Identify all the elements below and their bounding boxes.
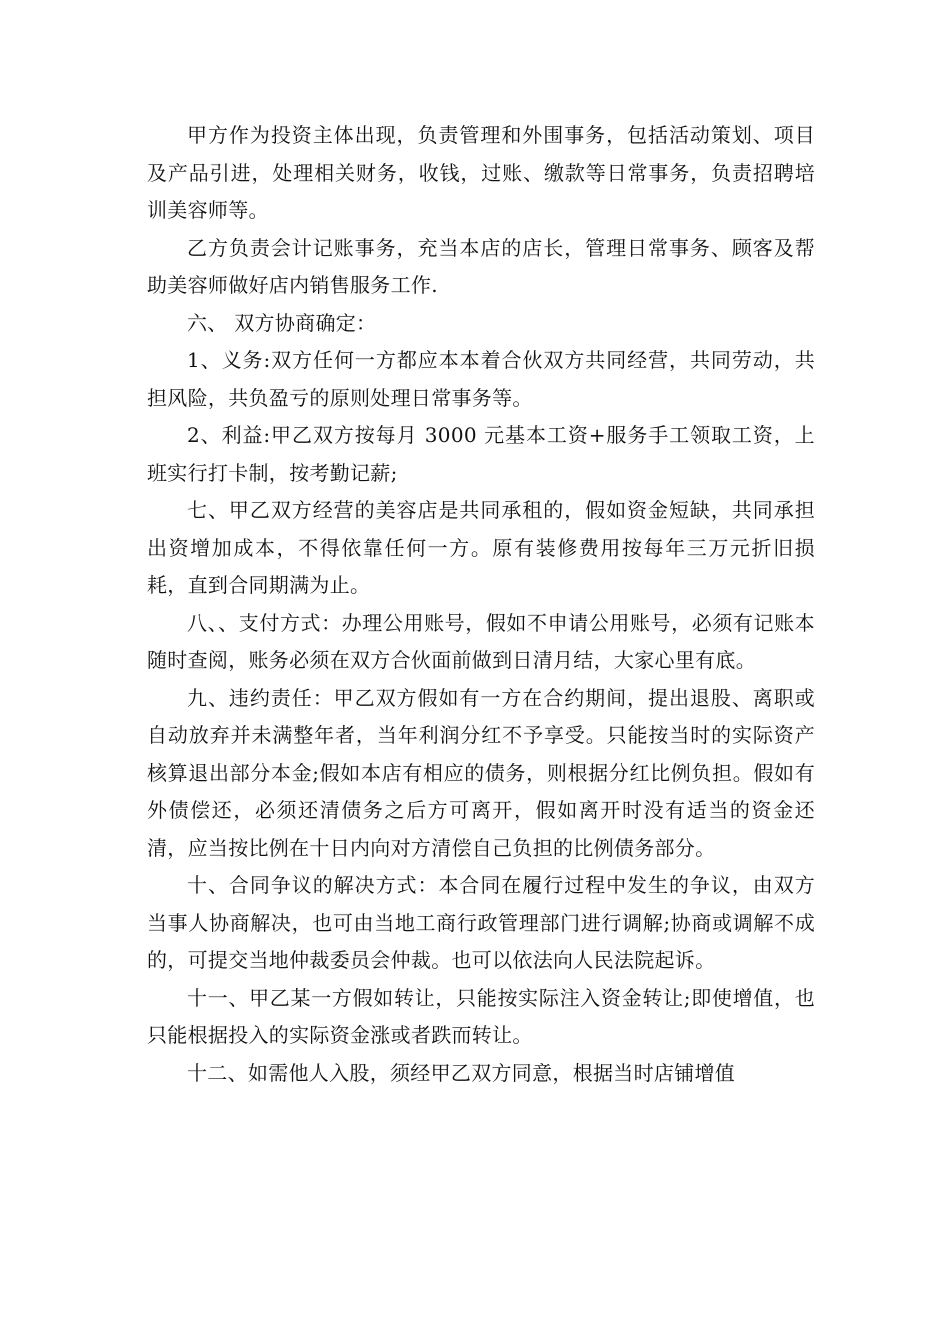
- clause-nine-breach: 九、违约责任：甲乙双方假如有一方在合约期间，提出退股、离职或自动放弃并未满整年者，当年利润分红不予享受。只能按当时的实际资产核算退出部分本金;假如本店有相应的债务，则根据分红比例负担。假如有外债偿还，必须还清债务之后方可离开，假如离开时没有适当的资金还清，应当按比例在十日内向对方清偿自己负担的比例债务部分。: [147, 685, 815, 860]
- clause-obligations: 1、义务:双方任何一方都应本本着合伙双方共同经营，共同劳动，共担风险，共负盈亏的原则处理日常事务等。: [147, 348, 815, 410]
- paragraph-party-b-duties: 乙方负责会计记账事务，充当本店的店长，管理日常事务、顾客及帮助美容师做好店内销售服务工作.: [147, 235, 815, 297]
- paragraph-party-a-duties: 甲方作为投资主体出现，负责管理和外围事务，包括活动策划、项目及产品引进，处理相关财务，收钱，过账、缴款等日常事务，负责招聘培训美容师等。: [147, 123, 815, 222]
- clause-seven-lease: 七、甲乙双方经营的美容店是共同承租的，假如资金短缺，共同承担出资增加成本，不得依靠任何一方。原有装修费用按每年三万元折旧损耗，直到合同期满为止。: [147, 498, 815, 597]
- clause-eleven-transfer: 十一、甲乙某一方假如转让，只能按实际注入资金转让;即使增值，也只能根据投入的实际资金涨或者跌而转让。: [147, 985, 815, 1047]
- document-page: [147, 117, 815, 1092]
- clause-ten-disputes: 十、合同争议的解决方式：本合同在履行过程中发生的争议，由双方当事人协商解决，也可由当地工商行政管理部门进行调解;协商或调解不成的，可提交当地仲裁委员会仲裁。也可以依法向人民法院起诉。: [147, 873, 815, 972]
- clause-benefits: 2、利益:甲乙双方按每月 3000 元基本工资+服务手工领取工资，上班实行打卡制，按考勤记薪;: [147, 423, 815, 485]
- clause-eight-payment: 八、、支付方式：办理公用账号，假如不申请公用账号，必须有记账本随时查阅，账务必须在双方合伙面前做到日清月结，大家心里有底。: [147, 610, 815, 672]
- section-heading-mutual-agreement: 六、 双方协商确定：: [187, 310, 377, 335]
- clause-twelve-new-shareholder: 十二、如需他人入股，须经甲乙双方同意，根据当时店铺增值: [187, 1060, 736, 1085]
